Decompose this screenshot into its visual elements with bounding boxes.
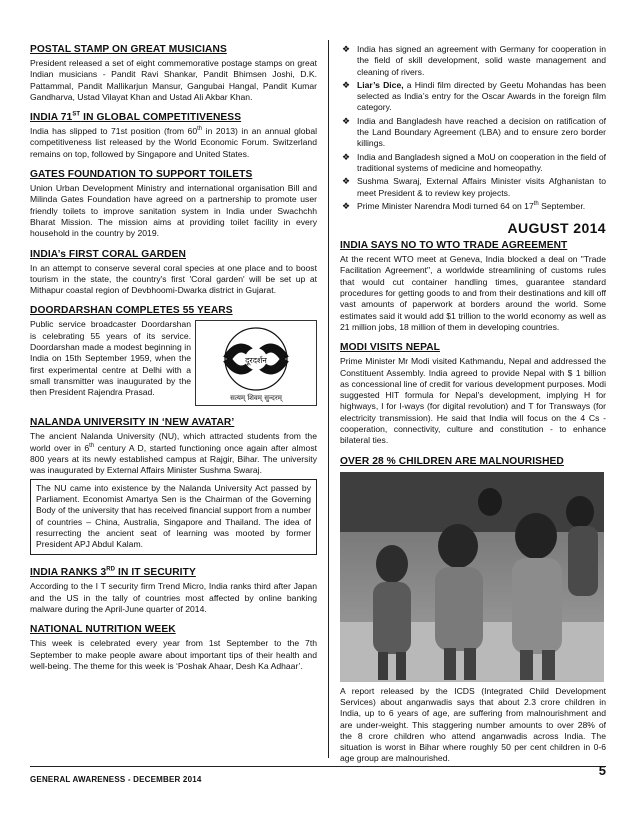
footer-title: GENERAL AWARENESS - DECEMBER 2014 <box>30 775 202 784</box>
article-heading: NALANDA UNIVERSITY IN ‘NEW AVATAR’ <box>30 417 235 429</box>
text-part: India has slipped to 71st position (from 60 <box>30 126 198 137</box>
article-global-competitiveness <box>30 112 317 160</box>
article-malnourished <box>340 456 606 765</box>
heading-sup: RD <box>106 567 116 574</box>
diamond-bullet-icon: ❖ <box>342 200 351 211</box>
text-sup: th <box>89 442 95 449</box>
heading-part: IN IT SECURITY <box>115 567 196 579</box>
article-text: Union Urban Development Ministry and international organisation Bill and Milinda Gates Foundation have agreed on a partnership to promote user friendly toilets to improve sanitation system in India under Swachchh Bharat Mission. The mission aims at providing toilet facility in every household in the country by 2019. <box>30 183 317 239</box>
article-doordarshan <box>30 305 317 408</box>
diamond-bullet-icon: ❖ <box>342 115 351 126</box>
article-gates-foundation <box>30 169 317 239</box>
article-heading: INDIA SAYS NO TO WTO TRADE AGREEMENT <box>340 240 568 252</box>
text-part: in 2013) in an annual global competitiveness list released by the World Economic Forum. Switzerland remains on top, followed by Singapore and United States. <box>30 126 318 159</box>
nalanda-info-box <box>30 479 317 556</box>
article-heading: GATES FOUNDATION TO SUPPORT TOILETS <box>30 169 253 181</box>
article-heading: MODI VISITS NEPAL <box>340 342 440 354</box>
article-text: This week is celebrated every year from 1st September to the 7th September to make people aware about important tips of their health and well-being. The theme for this week is ‘Poshak Ahaar, Desh Ka Adhaar’. <box>30 638 317 671</box>
article-coral-garden <box>30 249 317 297</box>
text-part: century A D, started functioning once again after almost 800 years at its newly established campus at Rajgir, Bihar. The university was inaugurated by External Affairs Minister Sushma Swaraj. <box>30 442 318 476</box>
article-text: In an attempt to conserve several coral species at one place and to boost tourism in the state, the country's first 'Coral garden' will be set up at Mithapur coastal region of Devbhoomi-Dwarka district in Gujarat. <box>30 262 317 296</box>
article-postal-stamp <box>30 44 317 103</box>
bullet-text: a Hindi film directed by Geetu Mohandas has been selected as India’s entry for the Oscar Awards in the foreign film category. <box>357 79 606 113</box>
doordarshan-logo <box>195 320 317 406</box>
info-box-text: The NU came into existence by the Nalanda University Act passed by Parliament. Economist Amartya Sen is the Chairman of the Governing Body of the university that has received financial support from a number of countries – China, Australia, Singapore and Thailand. The idea of resurrecting the ancient seat of learning was mooted by former President APJ Abdul Kalam. <box>36 482 311 550</box>
article-heading: NATIONAL NUTRITION WEEK <box>30 624 176 636</box>
article-text: At the recent WTO meet at Geneva, India blocked a deal on "Trade Facilitation Agreement", a worldwide streamlining of customs rules that would cut container handling times, guarantee standard procedures for getting goods to and from their destinations and kill off vast amounts of paperwork at borders around the world. Some estimates said it would add $1 trillion to the world economy as well as 21 million jobs, 18 million of them in developing countries. <box>340 254 606 332</box>
article-wto <box>340 240 606 333</box>
bullet-bold-text: Liar’s Dice, <box>357 79 404 90</box>
article-modi-nepal <box>340 342 606 446</box>
article-text: President released a set of eight commemorative postage stamps on great Indian musicians - Pandit Ravi Shankar, Pandit Bhimsen Joshi, D.K. Pattammal, Pandit Mallikarjun Mansur, Gangubai Hangal, Pandit Kumar Gandharva, Ustad Vilayat Khan and Ustad Ali Akbar Khan. <box>30 58 317 102</box>
children-photo <box>340 472 604 682</box>
list-item <box>340 44 606 78</box>
diamond-bullet-icon: ❖ <box>342 44 351 54</box>
list-item <box>340 116 606 150</box>
article-text: According to the I T security firm Trend Micro, India ranks third after Japan and the US in the tally of countries most affected by online banking malware during the April-June quarter of 2014. <box>30 581 317 615</box>
article-heading: INDIA’s FIRST CORAL GARDEN <box>30 248 186 260</box>
article-heading <box>30 112 317 124</box>
list-item <box>340 80 606 114</box>
article-heading: POSTAL STAMP ON GREAT MUSICIANS <box>30 44 227 55</box>
list-item <box>340 176 606 199</box>
article-heading: DOORDARSHAN COMPLETES 55 YEARS <box>30 305 233 317</box>
page-footer <box>30 763 606 787</box>
heading-part: INDIA RANKS 3 <box>30 567 107 579</box>
diamond-bullet-icon: ❖ <box>342 151 351 162</box>
bullet-text: September. <box>538 200 586 211</box>
diamond-bullet-icon: ❖ <box>342 176 351 187</box>
article-text <box>30 126 317 160</box>
bullet-text: India has signed an agreement with Germany for cooperation in the field of skill development, solid waste management and cleaning of rivers. <box>357 44 606 77</box>
left-column <box>30 44 317 681</box>
page-number: 5 <box>598 763 606 778</box>
article-text: A report released by the ICDS (Integrated Child Development Services) about anganwadis says that about 2.3 crore children in India, up to 6 years of age, are suffering from malnourishment and are under-weight. This staggering number amounts to over 28% of the 8 crore children who attend anganwadis across India. The situation is worst in Bihar where roughly 50 per cent children in 0-6 age group are malnourished. <box>340 685 606 764</box>
article-text: Public service broadcaster Doordarshan is celebrating 55 years of its service. Doordarshan made a modest beginning in India on 15th September 1959, when the first experimental centre at Delhi with a small transmitter was inaugurated by the then President Rajendra Prasad. <box>30 319 191 398</box>
article-nutrition-week <box>30 624 317 672</box>
bullet-text: Prime Minister Narendra Modi turned 64 on 17 <box>357 200 534 211</box>
heading-part: IN GLOBAL COMPETITIVENESS <box>80 112 242 124</box>
bullet-sup: th <box>533 201 539 207</box>
logo-text-bottom: सत्यम् शिवम् सुन्दरम् <box>230 394 282 403</box>
bullet-text: India and Bangladesh signed a MoU on cooperation in the field of traditional systems of medicine and homeopathy. <box>357 151 606 173</box>
news-bullet-list <box>340 44 606 212</box>
column-divider <box>328 40 329 758</box>
month-heading: AUGUST 2014 <box>507 220 606 237</box>
doordarshan-logo-icon <box>201 323 311 403</box>
diamond-bullet-icon: ❖ <box>342 79 351 90</box>
list-item <box>340 201 606 212</box>
article-heading <box>30 567 317 579</box>
article-text: Prime Minister Mr Modi visited Kathmandu, Nepal and addressed the Constituent Assembly. India agreed to provide Nepal with $ 1 billion as concessional line of credit for various development purposes. Modi suggested HIT formula for Nepal's development, implying H for highways, I for I-ways (for digital revolution) and T for Transways (for electricity transmission). He said that India will focus on the 4 Cs - cooperation, connectivity, culture and constitution - to enhance bilateral ties. <box>340 356 606 446</box>
article-it-security <box>30 567 317 615</box>
list-item <box>340 152 606 175</box>
text-sup: th <box>197 126 203 133</box>
bullet-text: Sushma Swaraj, External Affairs Minister visits Afghanistan to meet President & to review key projects. <box>357 176 606 198</box>
logo-text-top: दूरदर्शन <box>245 356 267 366</box>
heading-part: INDIA 71 <box>30 112 73 124</box>
article-text <box>30 431 317 476</box>
heading-sup: ST <box>72 111 81 118</box>
text-part: The ancient Nalanda University (NU), which attracted students from the world over in 6 <box>30 431 317 453</box>
article-heading: OVER 28 % CHILDREN ARE MALNOURISHED <box>340 455 564 467</box>
bullet-text: India and Bangladesh have reached a decision on ratification of the Land Boundary Agreement (LBA) and to ensure zero border killings. <box>357 115 606 149</box>
right-column <box>340 44 606 774</box>
article-nalanda <box>30 417 317 476</box>
